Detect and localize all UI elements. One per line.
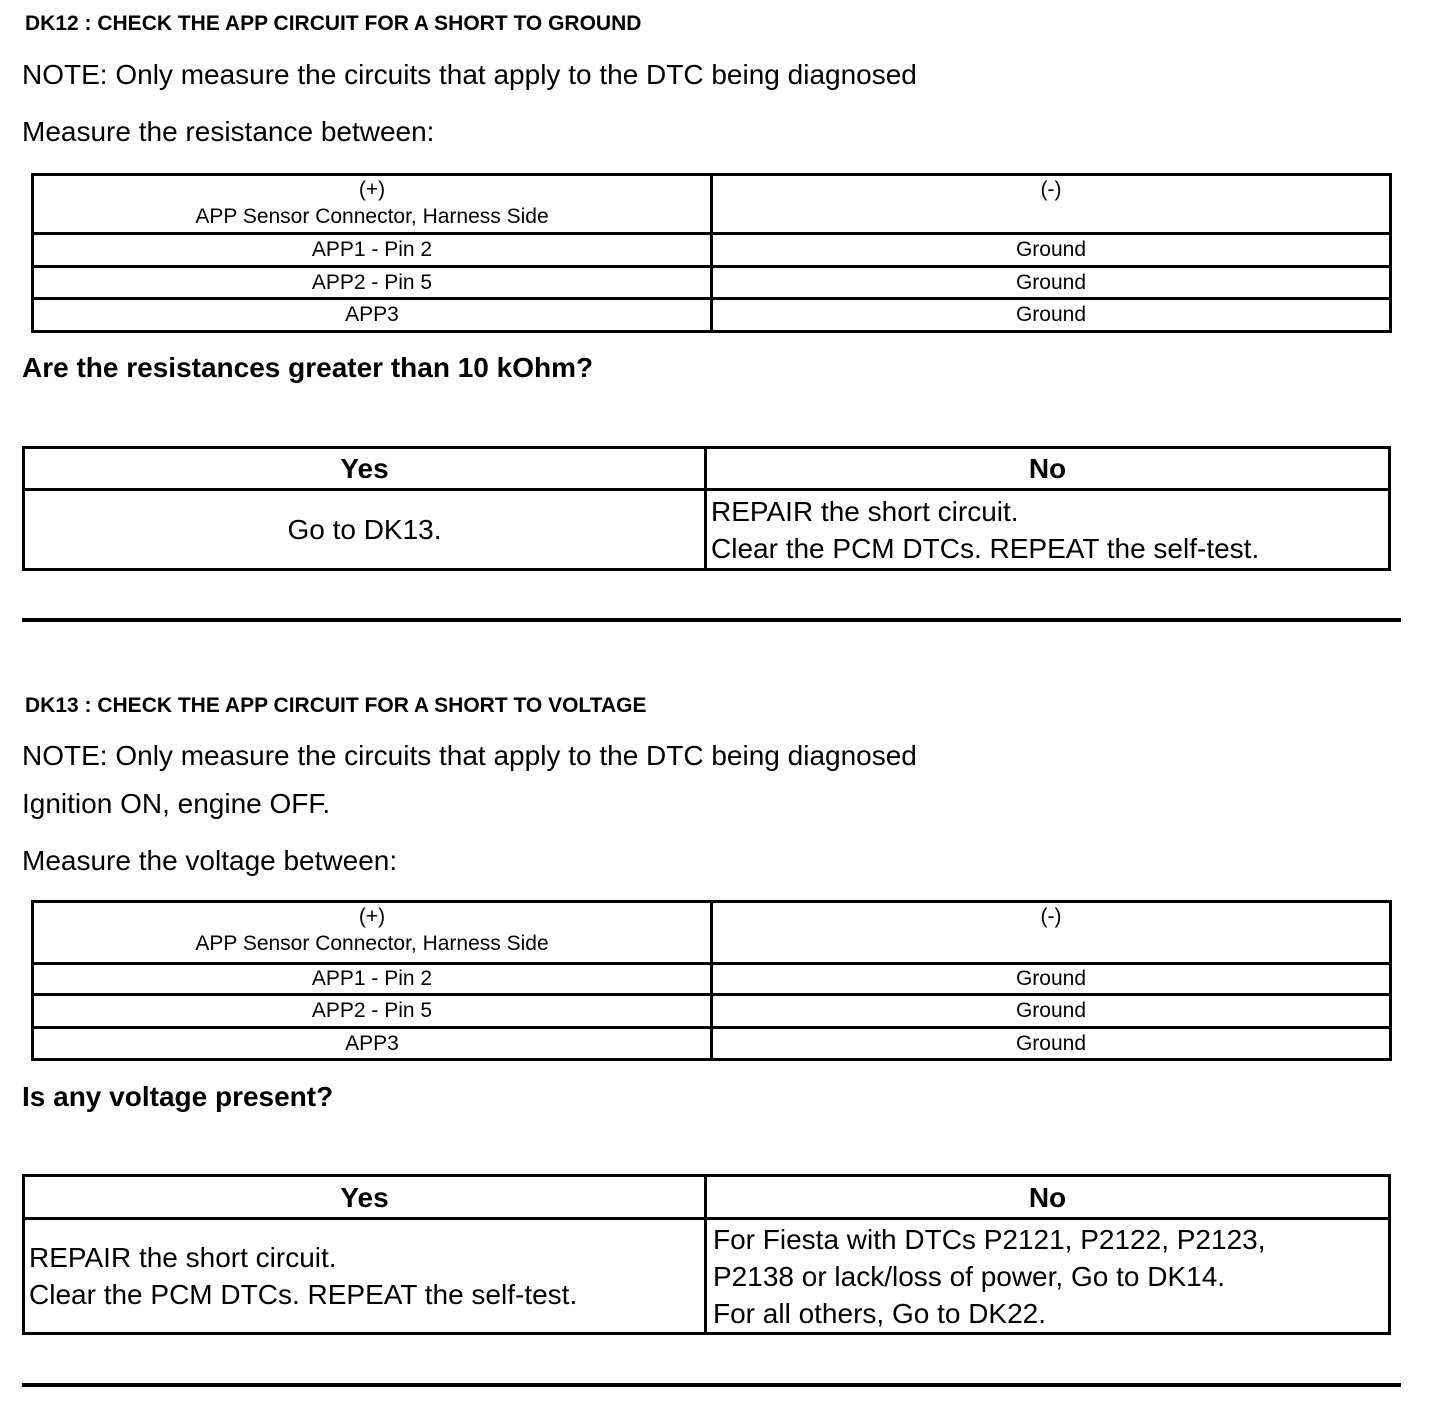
plus-cell: APP1 - Pin 2 bbox=[33, 234, 712, 267]
table-row bbox=[33, 964, 1391, 995]
table-row bbox=[33, 267, 1391, 299]
plus-subheader: APP Sensor Connector, Harness Side bbox=[195, 205, 549, 228]
plus-header: (+) bbox=[358, 178, 386, 201]
question-text: Are the resistances greater than 10 kOhm? bbox=[22, 352, 594, 383]
plus-cell: APP2 - Pin 5 bbox=[33, 995, 712, 1028]
yes-action-line: REPAIR the short circuit. bbox=[29, 1242, 337, 1273]
minus-cell: Ground bbox=[712, 267, 1391, 299]
table-row bbox=[33, 299, 1391, 332]
measurement-table-dk13 bbox=[31, 900, 1392, 1061]
table-row bbox=[33, 995, 1391, 1028]
question-text: Is any voltage present? bbox=[22, 1081, 334, 1112]
answer-table-dk12 bbox=[22, 446, 1391, 571]
instruction-text: Measure the resistance between: bbox=[22, 116, 435, 147]
plus-subheader: APP Sensor Connector, Harness Side bbox=[195, 932, 549, 955]
minus-cell: Ground bbox=[712, 1028, 1391, 1060]
table-row bbox=[33, 1028, 1391, 1060]
note-text: NOTE: Only measure the circuits that apply to the DTC being diagnosed bbox=[22, 59, 917, 90]
minus-cell: Ground bbox=[712, 995, 1391, 1028]
plus-cell: APP1 - Pin 2 bbox=[33, 964, 712, 995]
section-divider bbox=[22, 618, 1401, 622]
minus-cell: Ground bbox=[712, 234, 1391, 267]
plus-header-cell bbox=[33, 175, 712, 234]
instruction-text: Measure the voltage between: bbox=[22, 845, 398, 876]
no-header: No bbox=[706, 448, 1390, 490]
no-action-line: For Fiesta with DTCs P2121, P2122, P2123, bbox=[713, 1223, 1266, 1255]
no-action-line: REPAIR the short circuit. bbox=[711, 495, 1019, 527]
step-title-dk13: DK13 : CHECK THE APP CIRCUIT FOR A SHORT TO VOLTAGE bbox=[25, 694, 647, 717]
instruction-text: Ignition ON, engine OFF. bbox=[22, 788, 331, 819]
table-row bbox=[33, 234, 1391, 267]
measurement-table-dk12 bbox=[31, 173, 1392, 333]
note-text: NOTE: Only measure the circuits that apply to the DTC being diagnosed bbox=[22, 740, 917, 771]
no-action bbox=[706, 1219, 1390, 1334]
minus-header: (-) bbox=[712, 902, 1391, 964]
yes-action-line: Clear the PCM DTCs. REPEAT the self-test. bbox=[29, 1279, 578, 1310]
yes-header: Yes bbox=[24, 448, 706, 490]
minus-header: (-) bbox=[712, 175, 1391, 234]
minus-cell: Ground bbox=[712, 299, 1391, 332]
plus-header: (+) bbox=[358, 905, 386, 928]
yes-action bbox=[24, 490, 706, 570]
no-action-line: For all others, Go to DK22. bbox=[713, 1297, 1047, 1329]
yes-header: Yes bbox=[24, 1176, 706, 1219]
step-title-dk12: DK12 : CHECK THE APP CIRCUIT FOR A SHORT TO GROUND bbox=[25, 12, 642, 35]
no-action bbox=[706, 490, 1390, 570]
section-divider bbox=[22, 1383, 1401, 1387]
yes-action-line: Go to DK13. bbox=[287, 514, 442, 545]
yes-action bbox=[24, 1219, 706, 1334]
minus-cell: Ground bbox=[712, 964, 1391, 995]
plus-header-cell bbox=[33, 902, 712, 964]
no-action-line: P2138 or lack/loss of power, Go to DK14. bbox=[713, 1260, 1226, 1292]
plus-cell: APP3 bbox=[33, 299, 712, 332]
no-action-line: Clear the PCM DTCs. REPEAT the self-test. bbox=[711, 532, 1260, 564]
no-header: No bbox=[706, 1176, 1390, 1219]
plus-cell: APP3 bbox=[33, 1028, 712, 1060]
answer-table-dk13 bbox=[22, 1174, 1391, 1335]
plus-cell: APP2 - Pin 5 bbox=[33, 267, 712, 299]
